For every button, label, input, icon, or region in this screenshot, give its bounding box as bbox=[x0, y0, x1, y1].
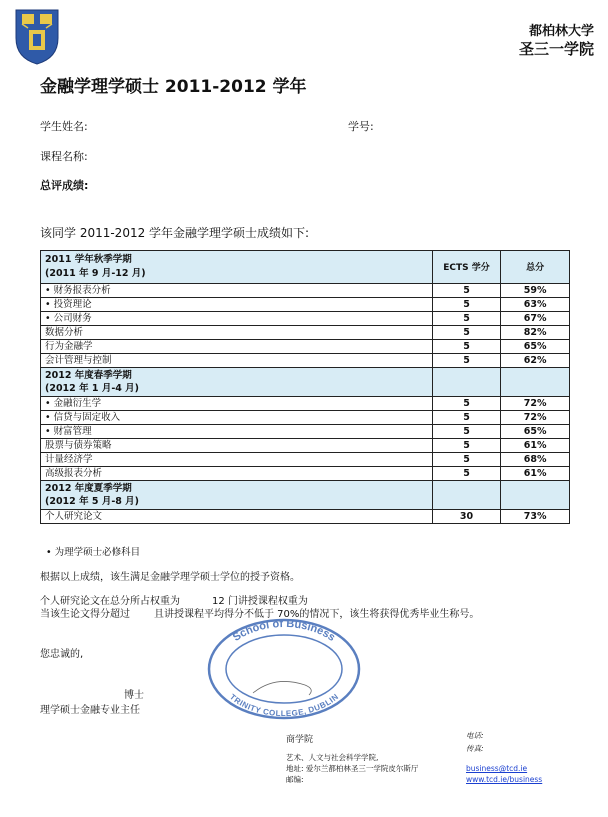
course-name-cell: • 金融衍生学 bbox=[41, 397, 433, 411]
footer-email-link[interactable]: business@tcd.ie bbox=[466, 764, 528, 773]
semester-dates: (2011 年 9 月-12 月) bbox=[45, 268, 146, 279]
footer-fax-label: 传真: bbox=[466, 744, 484, 753]
student-name-label: 学生姓名: bbox=[40, 120, 88, 133]
score-cell: 67% bbox=[501, 312, 570, 326]
footer-website-link[interactable]: www.tcd.ie/business bbox=[466, 775, 543, 784]
score-cell: 61% bbox=[501, 467, 570, 481]
score-cell: 72% bbox=[501, 411, 570, 425]
ects-cell: 30 bbox=[432, 510, 501, 524]
table-row bbox=[41, 326, 570, 340]
table-row bbox=[41, 354, 570, 368]
course-name-cell: • 投资理论 bbox=[41, 298, 433, 312]
semester-header-row bbox=[41, 481, 570, 510]
table-row bbox=[41, 411, 570, 425]
table-row bbox=[41, 340, 570, 354]
table-row bbox=[41, 439, 570, 453]
ects-cell: 5 bbox=[432, 439, 501, 453]
course-name-cell: 行为金融学 bbox=[41, 340, 433, 354]
ects-cell: 5 bbox=[432, 298, 501, 312]
ects-header-cell bbox=[432, 481, 501, 510]
total-header-cell bbox=[501, 481, 570, 510]
table-row bbox=[41, 298, 570, 312]
course-name-cell: 会计管理与控制 bbox=[41, 354, 433, 368]
university-name-line2: 圣三一学院 bbox=[518, 40, 594, 58]
semester-header-row bbox=[41, 368, 570, 397]
footer-postcode: 邮编: bbox=[286, 775, 304, 784]
document-title: 金融学理学硕士 2011-2012 学年 bbox=[40, 77, 307, 97]
table-row bbox=[41, 284, 570, 298]
stamp-top-text: School of Business bbox=[230, 617, 338, 644]
footer-faculty: 艺术、人文与社会科学学院, bbox=[286, 753, 379, 762]
required-note: • 为理学硕士必修科目 bbox=[46, 547, 141, 558]
score-cell: 61% bbox=[501, 439, 570, 453]
ects-cell: 5 bbox=[432, 326, 501, 340]
semester-title: 2012 年度春季学期 bbox=[45, 370, 132, 381]
ects-cell: 5 bbox=[432, 453, 501, 467]
ects-header-cell: ECTS 学分 bbox=[432, 251, 501, 284]
score-cell: 82% bbox=[501, 326, 570, 340]
table-row bbox=[41, 312, 570, 326]
footer-phone-label: 电话: bbox=[466, 731, 484, 740]
weight-text-a: 个人研究论文在总分所占权重为 bbox=[40, 596, 180, 607]
ects-cell: 5 bbox=[432, 354, 501, 368]
ects-cell: 5 bbox=[432, 312, 501, 326]
svg-text:TRINITY COLLEGE, DUBLIN bbox=[228, 692, 340, 718]
semester-title: 2011 学年秋季学期 bbox=[45, 254, 132, 265]
semester-title-cell bbox=[41, 481, 433, 510]
ects-cell: 5 bbox=[432, 411, 501, 425]
total-header-cell: 总分 bbox=[501, 251, 570, 284]
ects-header-cell bbox=[432, 368, 501, 397]
table-row bbox=[41, 425, 570, 439]
score-cell: 65% bbox=[501, 340, 570, 354]
semester-dates: (2012 年 5 月-8 月) bbox=[45, 496, 140, 507]
course-name-cell: 股票与债券策略 bbox=[41, 439, 433, 453]
svg-text:School of Business bbox=[231, 618, 337, 644]
signer-role: 理学硕士金融专业主任 bbox=[40, 705, 140, 716]
university-name-line1: 都柏林大学 bbox=[528, 24, 594, 39]
ects-cell: 5 bbox=[432, 467, 501, 481]
table-row bbox=[41, 397, 570, 411]
score-cell: 72% bbox=[501, 397, 570, 411]
semester-dates: (2012 年 1 月-4 月) bbox=[45, 383, 140, 394]
semester-title-cell bbox=[41, 251, 433, 284]
semester-title: 2012 年度夏季学期 bbox=[45, 483, 132, 494]
course-name-cell: 个人研究论文 bbox=[41, 510, 433, 524]
course-name-cell: • 公司财务 bbox=[41, 312, 433, 326]
university-crest-icon bbox=[14, 8, 60, 66]
closing-text: 您忠诚的, bbox=[40, 649, 84, 660]
honors-text-b: 且讲授课程平均得分不低于 70%的情况下，该生将获得优秀毕业生称号。 bbox=[154, 609, 480, 620]
course-name-cell: • 信贷与固定收入 bbox=[41, 411, 433, 425]
table-row bbox=[41, 510, 570, 524]
table-row bbox=[41, 467, 570, 481]
ects-cell: 5 bbox=[432, 284, 501, 298]
course-name-cell: 高级报表分析 bbox=[41, 467, 433, 481]
grades-table bbox=[40, 250, 570, 524]
score-cell: 68% bbox=[501, 453, 570, 467]
ects-cell: 5 bbox=[432, 340, 501, 354]
course-name-label: 课程名称: bbox=[40, 150, 88, 163]
intro-text: 该同学 2011-2012 学年金融学理学硕士成绩如下: bbox=[40, 226, 310, 240]
footer-school: 商学院 bbox=[286, 735, 314, 745]
semester-title-cell bbox=[41, 368, 433, 397]
honors-text-a: 当该生论文得分超过 bbox=[40, 609, 130, 620]
course-name-cell: 计量经济学 bbox=[41, 453, 433, 467]
score-cell: 62% bbox=[501, 354, 570, 368]
score-cell: 73% bbox=[501, 510, 570, 524]
school-stamp-icon bbox=[205, 615, 363, 721]
student-id-label: 学号: bbox=[348, 120, 374, 133]
overall-grade-label: 总评成绩: bbox=[40, 179, 89, 192]
weight-text-b: 12 门讲授课程权重为 bbox=[212, 596, 308, 607]
course-name-cell: • 财务报表分析 bbox=[41, 284, 433, 298]
score-cell: 63% bbox=[501, 298, 570, 312]
course-name-cell: • 财富管理 bbox=[41, 425, 433, 439]
score-cell: 65% bbox=[501, 425, 570, 439]
score-cell: 59% bbox=[501, 284, 570, 298]
ects-cell: 5 bbox=[432, 425, 501, 439]
eligibility-text: 根据以上成绩，该生满足金融学理学硕士学位的授予资格。 bbox=[40, 572, 300, 583]
footer-address: 地址: 爱尔兰都柏林圣三一学院皮尔斯厅 bbox=[286, 764, 419, 773]
course-name-cell: 数据分析 bbox=[41, 326, 433, 340]
total-header-cell bbox=[501, 368, 570, 397]
table-row bbox=[41, 453, 570, 467]
ects-cell: 5 bbox=[432, 397, 501, 411]
semester-header-row bbox=[41, 251, 570, 284]
signer-title: 博士 bbox=[124, 690, 144, 701]
stamp-bottom-text: TRINITY COLLEGE, DUBLIN bbox=[227, 692, 340, 719]
